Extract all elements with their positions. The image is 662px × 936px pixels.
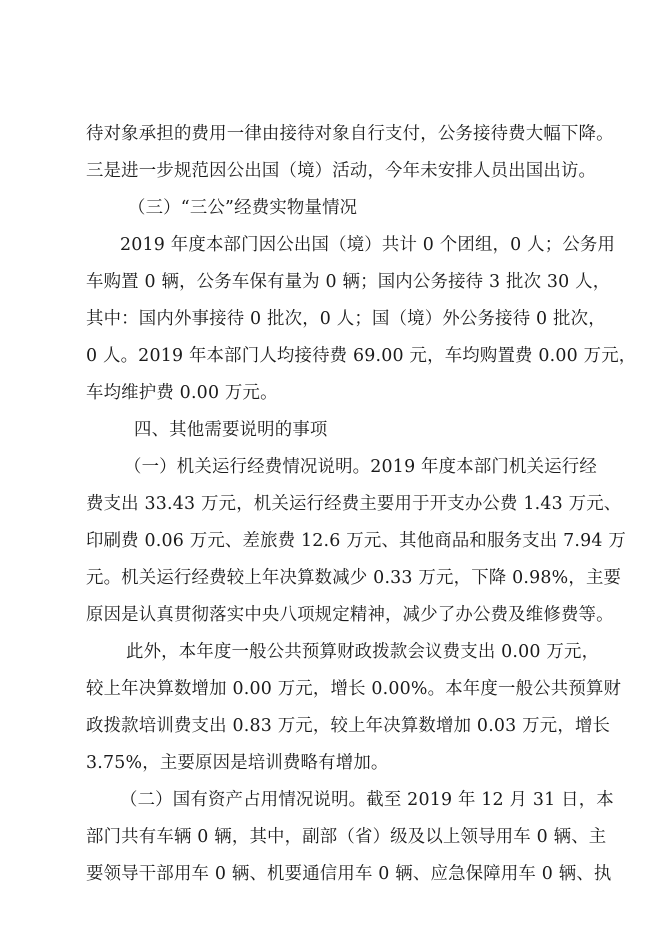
body-text-line: 其中：国内外事接待 0 批次，0 人；国（境）外公务接待 0 批次， (86, 309, 606, 329)
body-text-line: 三是进一步规范因公出国（境）活动，今年未安排人员出国出访。 (86, 161, 597, 181)
body-text-line: 3.75%，主要原因是培训费略有增加。 (86, 753, 389, 773)
section-heading: （三）“三公”经费实物量情况 (128, 198, 358, 218)
body-text-line: 较上年决算数增加 0.00 万元，增长 0.00%。本年度一般公共预算财 (86, 679, 622, 699)
paragraph-first-line: （二）国有资产占用情况说明。截至 2019 年 12 月 31 日，本 (120, 790, 614, 810)
body-text-line: 0 人。2019 年本部门人均接待费 69.00 元，车均购置费 0.00 万元， (86, 346, 637, 366)
body-text-line: 原因是认真贯彻落实中央八项规定精神，减少了办公费及维修费等。 (86, 605, 614, 625)
body-text-line: 政拨款培训费支出 0.83 万元，较上年决算数增加 0.03 万元，增长 (86, 716, 611, 736)
body-text-line: 印刷费 0.06 万元、差旅费 12.6 万元、其他商品和服务支出 7.94 万 (86, 531, 626, 551)
paragraph-first-line: 2019 年度本部门因公出国（境）共计 0 个团组，0 人；公务用 (120, 235, 616, 255)
paragraph-first-line: （一）机关运行经费情况说明。2019 年度本部门机关运行经 (124, 457, 597, 477)
body-text-line: 车购置 0 辆，公务车保有量为 0 辆；国内公务接待 3 批次 30 人， (86, 272, 611, 292)
body-text-line: 车均维护费 0.00 万元。 (86, 383, 278, 403)
body-text-line: 要领导干部用车 0 辆、机要通信用车 0 辆、应急保障用车 0 辆、执 (86, 864, 612, 884)
body-text-line: 待对象承担的费用一律由接待对象自行支付，公务接待费大幅下降。 (86, 124, 614, 144)
paragraph-first-line: 此外，本年度一般公共预算财政拨款会议费支出 0.00 万元， (126, 642, 600, 662)
body-text-line: 部门共有车辆 0 辆，其中，副部（省）级及以上领导用车 0 辆、主 (86, 827, 607, 847)
body-text-line: 费支出 33.43 万元，机关运行经费主要用于开支办公费 1.43 万元、 (86, 494, 622, 514)
body-text-line: 元。机关运行经费较上年决算数减少 0.33 万元，下降 0.98%，主要 (86, 568, 622, 588)
section-heading: 四、其他需要说明的事项 (134, 420, 328, 440)
